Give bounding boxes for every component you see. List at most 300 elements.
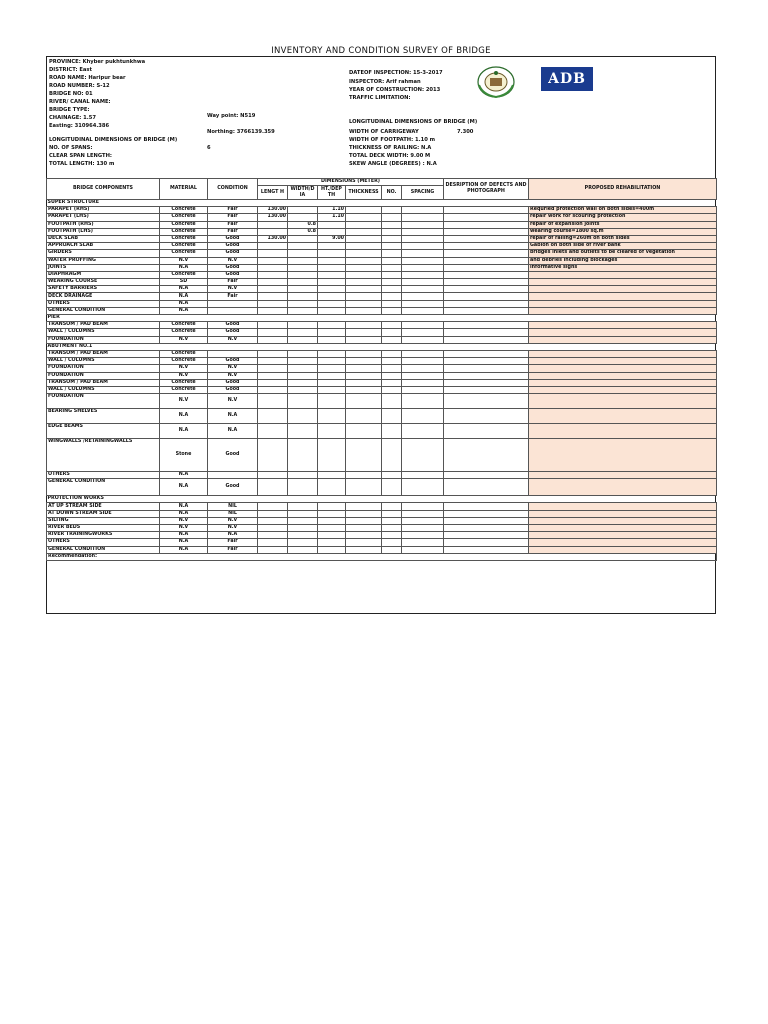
length-cell xyxy=(258,307,288,314)
length-cell xyxy=(258,329,288,336)
component-cell: GIRDERS xyxy=(47,250,160,257)
rehab-cell: wearing course=1800 sq.m xyxy=(529,228,717,235)
spacing-cell xyxy=(402,510,444,517)
no-cell xyxy=(382,394,402,409)
components-body xyxy=(47,200,717,554)
length-cell xyxy=(258,424,288,439)
height-cell xyxy=(318,358,346,365)
rehab-cell xyxy=(529,336,717,343)
right-info-line: YEAR OF CONSTRUCTION: 2013 xyxy=(349,87,441,93)
component-cell: WINGWALLS /RETAININGWALLS xyxy=(47,439,160,472)
height-cell: 1.10 xyxy=(318,207,346,214)
spacing-cell xyxy=(402,243,444,250)
right-info-line: INSPECTOR: Arif rahman xyxy=(349,79,421,85)
condition-cell: N.A xyxy=(208,532,258,539)
defects-cell xyxy=(444,386,529,393)
defects-cell xyxy=(444,329,529,336)
spacing-cell xyxy=(402,286,444,293)
component-cell: WEARING COURSE xyxy=(47,279,160,286)
material-cell: N.A xyxy=(160,293,208,300)
condition-cell: N.V xyxy=(208,525,258,532)
section-label: PROTECTION WORKS xyxy=(47,496,717,503)
thickness-cell xyxy=(346,207,382,214)
component-cell: EDGE BEAMS xyxy=(47,424,160,439)
condition-cell: Fair xyxy=(208,228,258,235)
defects-cell xyxy=(444,409,529,424)
rehab-cell: informative signs xyxy=(529,264,717,271)
defects-cell xyxy=(444,228,529,235)
spacing-cell xyxy=(402,235,444,242)
left-info-line: ROAD NAME: Haripur bear xyxy=(49,75,126,81)
table-row xyxy=(47,479,717,496)
height-cell xyxy=(318,250,346,257)
rehab-cell: repair work for scouring protection xyxy=(529,214,717,221)
no-cell xyxy=(382,300,402,307)
thickness-cell xyxy=(346,479,382,496)
rehab-cell xyxy=(529,293,717,300)
height-cell xyxy=(318,243,346,250)
rehab-cell: repair of railing=260m on both sides xyxy=(529,235,717,242)
thickness-cell xyxy=(346,424,382,439)
thickness-cell xyxy=(346,546,382,553)
width-cell xyxy=(288,372,318,379)
left-info-line: CLEAR SPAN LENGTH: xyxy=(49,153,113,159)
table-row xyxy=(47,525,717,532)
no-cell xyxy=(382,257,402,264)
condition-cell: NIL xyxy=(208,503,258,510)
material-cell: N.A xyxy=(160,539,208,546)
length-cell xyxy=(258,379,288,386)
no-cell xyxy=(382,293,402,300)
rehab-cell: Requried protection wall on both sides=400m xyxy=(529,207,717,214)
material-cell: Concrete xyxy=(160,350,208,357)
condition-cell: Good xyxy=(208,386,258,393)
spacing-cell xyxy=(402,300,444,307)
component-cell: OTHERS xyxy=(47,300,160,307)
thickness-cell xyxy=(346,228,382,235)
condition-cell: N.A xyxy=(208,409,258,424)
height-cell xyxy=(318,503,346,510)
rehab-cell xyxy=(529,424,717,439)
material-cell: N.A xyxy=(160,510,208,517)
spacing-cell xyxy=(402,228,444,235)
spacing-cell xyxy=(402,532,444,539)
condition-cell: Good xyxy=(208,479,258,496)
length-cell xyxy=(258,409,288,424)
material-cell: N.V xyxy=(160,336,208,343)
condition-cell: Good xyxy=(208,271,258,278)
width-cell xyxy=(288,358,318,365)
width-cell xyxy=(288,503,318,510)
thickness-cell xyxy=(346,372,382,379)
no-cell xyxy=(382,386,402,393)
component-cell: TRANSOM / PAD BEAM xyxy=(47,379,160,386)
thickness-cell xyxy=(346,307,382,314)
rehab-cell xyxy=(529,329,717,336)
no-cell xyxy=(382,350,402,357)
height-cell xyxy=(318,286,346,293)
width-cell xyxy=(288,243,318,250)
height-cell xyxy=(318,372,346,379)
spacing-cell xyxy=(402,221,444,228)
component-cell: PARAPET (LHS) xyxy=(47,214,160,221)
width-cell xyxy=(288,479,318,496)
no-cell xyxy=(382,322,402,329)
components-table xyxy=(46,178,717,561)
material-cell: N.V xyxy=(160,365,208,372)
no-cell xyxy=(382,214,402,221)
length-cell xyxy=(258,279,288,286)
no-cell xyxy=(382,329,402,336)
no-cell xyxy=(382,228,402,235)
rehab-cell xyxy=(529,379,717,386)
defects-cell xyxy=(444,322,529,329)
width-cell xyxy=(288,207,318,214)
no-cell xyxy=(382,510,402,517)
table-row xyxy=(47,286,717,293)
table-row xyxy=(47,472,717,479)
spacing-cell xyxy=(402,350,444,357)
thickness-cell xyxy=(346,472,382,479)
height-cell xyxy=(318,525,346,532)
condition-cell xyxy=(208,350,258,357)
defects-cell xyxy=(444,243,529,250)
table-row xyxy=(47,439,717,472)
width-cell xyxy=(288,517,318,524)
material-cell: Concrete xyxy=(160,207,208,214)
width-cell xyxy=(288,286,318,293)
component-cell: GENERAL CONDITION xyxy=(47,479,160,496)
rehab-cell xyxy=(529,365,717,372)
material-cell: N.A xyxy=(160,532,208,539)
spacing-cell xyxy=(402,329,444,336)
condition-cell xyxy=(208,472,258,479)
spacing-cell xyxy=(402,409,444,424)
width-cell xyxy=(288,322,318,329)
height-cell xyxy=(318,264,346,271)
thickness-cell xyxy=(346,293,382,300)
condition-cell: Good xyxy=(208,379,258,386)
material-cell: N.A xyxy=(160,264,208,271)
length-cell xyxy=(258,271,288,278)
spacing-cell xyxy=(402,439,444,472)
width-cell xyxy=(288,307,318,314)
width-cell xyxy=(288,525,318,532)
component-cell: OTHERS xyxy=(47,539,160,546)
condition-cell: Good xyxy=(208,250,258,257)
no-cell xyxy=(382,221,402,228)
defects-cell xyxy=(444,424,529,439)
no-cell xyxy=(382,379,402,386)
height-cell xyxy=(318,517,346,524)
left-info-line: RIVER/ CANAL NAME: xyxy=(49,99,111,105)
height-cell xyxy=(318,221,346,228)
no-cell xyxy=(382,439,402,472)
material-cell: N.A xyxy=(160,424,208,439)
condition-cell: N.V xyxy=(208,286,258,293)
header-rehab: PROPOSED REHABILITATION xyxy=(529,179,717,200)
width-cell xyxy=(288,472,318,479)
length-cell xyxy=(258,546,288,553)
length-cell: 130.00 xyxy=(258,235,288,242)
width-cell xyxy=(288,546,318,553)
length-cell xyxy=(258,525,288,532)
height-cell xyxy=(318,546,346,553)
component-cell: DECK DRAINAGE xyxy=(47,293,160,300)
rehab-cell xyxy=(529,479,717,496)
height-cell xyxy=(318,271,346,278)
no-cell xyxy=(382,279,402,286)
material-cell: N.A xyxy=(160,472,208,479)
table-row xyxy=(47,307,717,314)
section-label: PIER xyxy=(47,315,717,322)
component-cell: SILTING xyxy=(47,517,160,524)
condition-cell: Fair xyxy=(208,214,258,221)
material-cell: N.A xyxy=(160,546,208,553)
defects-cell xyxy=(444,517,529,524)
section-label: SUPER STRUCTURE xyxy=(47,200,717,207)
height-cell xyxy=(318,439,346,472)
right-info-line: DATEOF INSPECTION: 15-3-2017 xyxy=(349,70,443,76)
condition-cell: Fair xyxy=(208,546,258,553)
condition-cell xyxy=(208,307,258,314)
no-cell xyxy=(382,525,402,532)
rehab-cell xyxy=(529,525,717,532)
no-cell xyxy=(382,503,402,510)
spacing-cell xyxy=(402,372,444,379)
height-cell xyxy=(318,532,346,539)
rehab-cell: repair of expansion joints xyxy=(529,221,717,228)
thickness-cell xyxy=(346,350,382,357)
spacing-cell xyxy=(402,336,444,343)
component-cell: BEARING SHELVES xyxy=(47,409,160,424)
condition-cell: N.V xyxy=(208,365,258,372)
left-info-line: NO. OF SPANS: xyxy=(49,145,93,151)
emblem-logo xyxy=(475,65,517,99)
thickness-cell xyxy=(346,510,382,517)
thickness-cell xyxy=(346,322,382,329)
component-cell: DECK SLAB xyxy=(47,235,160,242)
table-row xyxy=(47,300,717,307)
width-cell xyxy=(288,329,318,336)
height-cell xyxy=(318,279,346,286)
thickness-cell xyxy=(346,221,382,228)
spacing-cell xyxy=(402,379,444,386)
length-cell xyxy=(258,365,288,372)
condition-cell: Fair xyxy=(208,539,258,546)
material-cell: N.V xyxy=(160,517,208,524)
spacing-cell xyxy=(402,257,444,264)
thickness-cell xyxy=(346,439,382,472)
component-cell: PARAPET (RHS) xyxy=(47,207,160,214)
table-row xyxy=(47,293,717,300)
length-cell xyxy=(258,386,288,393)
thickness-cell xyxy=(346,394,382,409)
spacing-cell xyxy=(402,472,444,479)
no-cell xyxy=(382,372,402,379)
length-cell xyxy=(258,221,288,228)
length-cell xyxy=(258,322,288,329)
table-row xyxy=(47,424,717,439)
rehab-cell xyxy=(529,439,717,472)
thickness-cell xyxy=(346,386,382,393)
rehab-cell xyxy=(529,517,717,524)
defects-cell xyxy=(444,379,529,386)
material-cell: N.A xyxy=(160,503,208,510)
no-cell xyxy=(382,539,402,546)
spacing-cell xyxy=(402,264,444,271)
header-thickness: THICKNESS xyxy=(346,186,382,200)
condition-cell: Fair xyxy=(208,207,258,214)
adb-logo: ADB xyxy=(541,67,593,91)
length-cell xyxy=(258,479,288,496)
length-cell xyxy=(258,503,288,510)
condition-cell: Good xyxy=(208,264,258,271)
component-cell: FOOTPATH (LHS) xyxy=(47,228,160,235)
component-cell: FOUNDATION xyxy=(47,336,160,343)
header-defects: DESRIPTION OF DEFECTS AND PHOTOGRAPH xyxy=(444,179,529,200)
component-cell: WALL / COLUMNS xyxy=(47,358,160,365)
thickness-cell xyxy=(346,243,382,250)
condition-cell: N.V xyxy=(208,336,258,343)
length-cell xyxy=(258,539,288,546)
table-row xyxy=(47,539,717,546)
carriageway-value: 7.300 xyxy=(457,129,474,135)
height-cell xyxy=(318,300,346,307)
length-cell xyxy=(258,439,288,472)
left-info-line: BRIDGE NO: 01 xyxy=(49,91,93,97)
width-cell xyxy=(288,235,318,242)
rehab-cell: and debries including blockages xyxy=(529,257,717,264)
material-cell: N.A xyxy=(160,409,208,424)
component-cell: WALL / COLUMNS xyxy=(47,329,160,336)
thickness-cell xyxy=(346,336,382,343)
table-row xyxy=(47,372,717,379)
left-info-line: TOTAL LENGTH: 130 m xyxy=(49,161,115,167)
table-row xyxy=(47,350,717,357)
right-info-line: LONGITUDINAL DIMENSIONS OF BRIDGE (M) xyxy=(349,119,478,125)
defects-cell xyxy=(444,257,529,264)
right-info-line: TOTAL DECK WIDTH: 9.00 M xyxy=(349,153,431,159)
thickness-cell xyxy=(346,532,382,539)
width-cell xyxy=(288,271,318,278)
width-cell xyxy=(288,424,318,439)
thickness-cell xyxy=(346,214,382,221)
defects-cell xyxy=(444,279,529,286)
height-cell: 9.00 xyxy=(318,235,346,242)
defects-cell xyxy=(444,503,529,510)
height-cell xyxy=(318,424,346,439)
rehab-cell xyxy=(529,307,717,314)
width-cell xyxy=(288,532,318,539)
height-cell xyxy=(318,394,346,409)
material-cell: Stone xyxy=(160,439,208,472)
thickness-cell xyxy=(346,379,382,386)
length-cell xyxy=(258,286,288,293)
condition-cell: N.V xyxy=(208,372,258,379)
height-cell xyxy=(318,539,346,546)
spacing-cell xyxy=(402,307,444,314)
component-cell: RIVER BEDS xyxy=(47,525,160,532)
header-dimensions: DIMENSIONS (METER) xyxy=(258,179,444,186)
defects-cell xyxy=(444,372,529,379)
header-condition: CONDITION xyxy=(208,179,258,200)
thickness-cell xyxy=(346,329,382,336)
left-info-line: LONGITUDINAL DIMENSIONS OF BRIDGE (M) xyxy=(49,137,178,143)
height-cell xyxy=(318,409,346,424)
no-cell xyxy=(382,532,402,539)
material-cell: Concrete xyxy=(160,243,208,250)
right-info-line: WIDTH OF CARRIGEWAY xyxy=(349,129,419,135)
thickness-cell xyxy=(346,279,382,286)
spacing-cell xyxy=(402,394,444,409)
right-info-line: SKEW ANGLE (DEGREES) : N.A xyxy=(349,161,437,167)
rehab-cell xyxy=(529,271,717,278)
table-row xyxy=(47,207,717,214)
defects-cell xyxy=(444,539,529,546)
rehab-cell xyxy=(529,472,717,479)
material-cell: N.A xyxy=(160,300,208,307)
rehab-cell xyxy=(529,279,717,286)
length-cell xyxy=(258,293,288,300)
condition-cell: Fair xyxy=(208,279,258,286)
recommendation-label: Recommendation: xyxy=(47,553,717,560)
no-cell xyxy=(382,546,402,553)
defects-cell xyxy=(444,293,529,300)
spacing-cell xyxy=(402,207,444,214)
no-cell xyxy=(382,424,402,439)
material-cell: N.V xyxy=(160,525,208,532)
defects-cell xyxy=(444,300,529,307)
width-cell: 0.8 xyxy=(288,228,318,235)
component-cell: FOUNDATION xyxy=(47,365,160,372)
thickness-cell xyxy=(346,517,382,524)
condition-cell: N.V xyxy=(208,394,258,409)
component-cell: SAFETY BARRIERS xyxy=(47,286,160,293)
table-row xyxy=(47,235,717,242)
defects-cell xyxy=(444,394,529,409)
component-cell: FOOTPATH (RHS) xyxy=(47,221,160,228)
table-row xyxy=(47,329,717,336)
material-cell: Concrete xyxy=(160,358,208,365)
spacing-cell xyxy=(402,322,444,329)
defects-cell xyxy=(444,439,529,472)
condition-cell: Good xyxy=(208,235,258,242)
width-cell xyxy=(288,539,318,546)
defects-cell xyxy=(444,350,529,357)
header-info xyxy=(47,57,715,177)
length-cell: 130.00 xyxy=(258,207,288,214)
material-cell: Concrete xyxy=(160,322,208,329)
rehab-cell xyxy=(529,350,717,357)
thickness-cell xyxy=(346,365,382,372)
spacing-cell xyxy=(402,517,444,524)
material-cell: Concrete xyxy=(160,250,208,257)
table-row xyxy=(47,228,717,235)
component-cell: WATER PROFFING xyxy=(47,257,160,264)
height-cell xyxy=(318,365,346,372)
length-cell xyxy=(258,228,288,235)
rehab-cell xyxy=(529,503,717,510)
no-cell xyxy=(382,235,402,242)
defects-cell xyxy=(444,525,529,532)
length-cell xyxy=(258,358,288,365)
material-cell: Concrete xyxy=(160,235,208,242)
spacing-cell xyxy=(402,525,444,532)
defects-cell xyxy=(444,235,529,242)
width-cell xyxy=(288,394,318,409)
table-row xyxy=(47,214,717,221)
